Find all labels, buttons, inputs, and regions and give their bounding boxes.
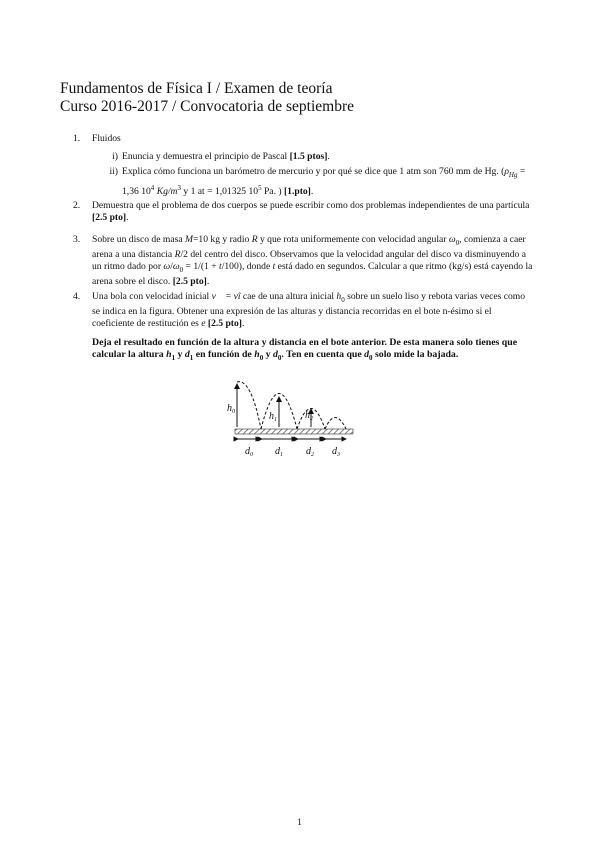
question-1 — [60, 133, 535, 198]
floor-surface — [235, 429, 353, 434]
label-h0: $h_0$ — [227, 403, 235, 415]
question-2 — [60, 200, 535, 224]
trajectory-fall — [237, 382, 261, 429]
question-number: 3. — [73, 234, 81, 245]
bounce-figure — [225, 378, 365, 460]
page-number: 1 — [297, 817, 302, 828]
question-number: 4. — [73, 291, 81, 302]
question-number: 1. — [73, 133, 81, 144]
subitem-ii — [109, 166, 535, 198]
subitem-label: ii) — [109, 166, 118, 178]
label-h2: $h_2$ — [305, 410, 313, 422]
trajectory-bounce-3 — [325, 418, 346, 430]
bounce-diagram — [225, 378, 365, 460]
subitem-text: Explica cómo funciona un barómetro de mercurio y por qué se dice que 1 atm son 760 mm de Hg. ($\rho_{Hg} = 1,36$ $10^4$ $Kg/m^3$ y 1 at = 1,01325 $10^5$ Pa. ) [1.pto]. — [122, 166, 526, 197]
question-3 — [60, 234, 535, 289]
subitem-i — [112, 151, 535, 163]
exam-subtitle: Curso 2016-2017 / Convocatoria de septiembre — [60, 98, 355, 115]
question-4 — [60, 291, 535, 364]
label-d1: $d_1$ — [275, 446, 283, 458]
label-h1: $h_1$ — [269, 411, 277, 423]
subitem-text: Enuncia y demuestra el principio de Pascal [1.5 ptos]. — [122, 151, 330, 163]
exam-title: Fundamentos de Física I / Examen de teoría — [60, 80, 333, 97]
question-number: 2. — [73, 200, 81, 211]
question-note: Deja el resultado en función de la altura y distancia en el bote anterior. De esta manera solo tienes que calcular la altura $h_1$ y $d_1$ en función de $h_0$ y $d_0$. Ten en cuenta que $d_0$ solo mide la bajada. — [92, 336, 518, 362]
label-d3: $d_3$ — [332, 446, 340, 458]
label-d2: $d_2$ — [306, 446, 314, 458]
subitem-label: i) — [112, 151, 118, 163]
question-text: Fluidos — [92, 133, 121, 144]
question-text: Una bola con velocidad inicial v⃗ = vî cae de una altura inicial $h_0$ sobre un suelo liso y rebota varias veces como se indica en la figura. Obtener una expresión de las alturas y distancia recorridas en el bote n-ésimo si el coeficiente de restitución es e [2.5 pto]. — [92, 291, 526, 330]
label-d0: $d_0$ — [245, 446, 253, 458]
question-text: Demuestra que el problema de dos cuerpos se puede escribir como dos problemas independientes de una partícula [2.5 pto]. — [92, 200, 530, 224]
question-text: Sobre un disco de masa M=10 kg y radio R y que rota uniformemente con velocidad angular $\omega_0$, comienza a caer arena a una distancia R/2 del centro del disco. Observamos que la velocidad angular del disco va disminuyendo a un ritmo dado por $\omega/\omega_0 = 1/(1 + t/100)$, donde t está dado en segundos. Calcular a que ritmo (kg/s) está cayendo la arena sobre el disco. [2.5 pto]. — [92, 234, 533, 288]
